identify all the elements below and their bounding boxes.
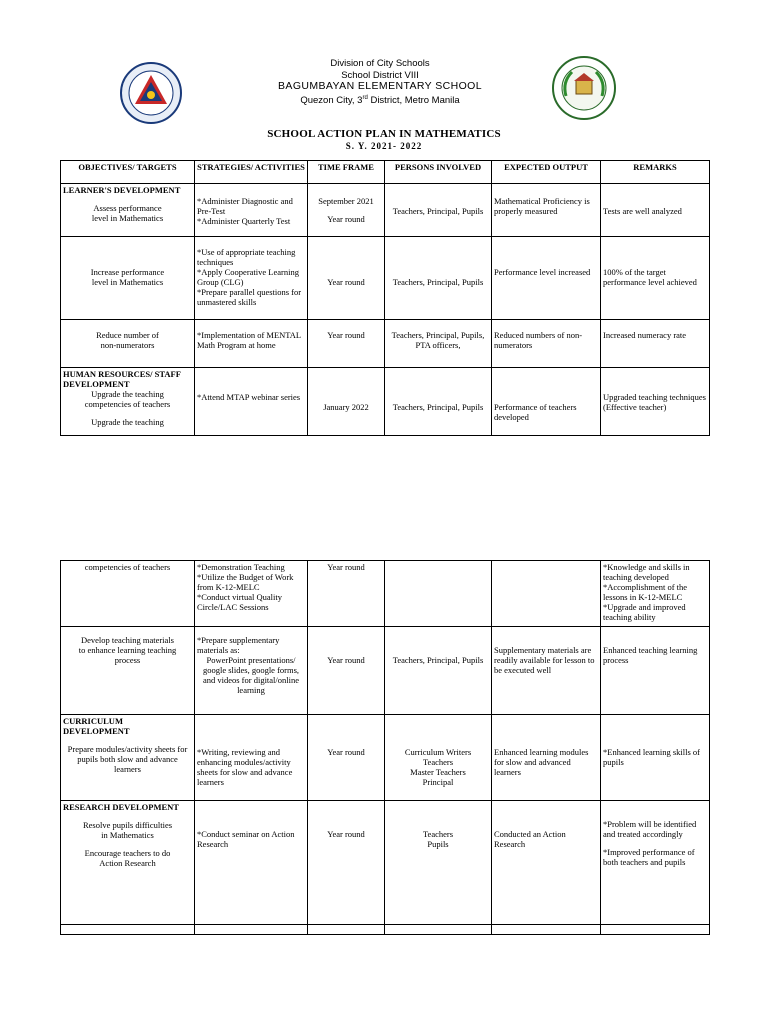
persons-text: Teachers, Principal, Pupils (385, 184, 492, 237)
output-text: Performance of teachers developed (492, 368, 601, 436)
table-row (61, 627, 710, 715)
table-row (61, 237, 710, 320)
time-frame-text: Year round (308, 801, 385, 925)
output-text: Reduced numbers of non-numerators (492, 320, 601, 368)
letterhead-school: BAGUMBAYAN ELEMENTARY SCHOOL (278, 80, 482, 92)
time-frame-text: January 2022 (308, 368, 385, 436)
remarks-text: Enhanced teaching learning process (601, 627, 710, 715)
table-row (61, 925, 710, 935)
objective-text: Upgrade the teaching (91, 417, 164, 427)
col-objectives: OBJECTIVES/ TARGETS (61, 161, 195, 184)
output-text: Conducted an Action Research (492, 801, 601, 925)
remarks-text: *Improved performance of both teachers and pupils (603, 847, 695, 867)
col-persons: PERSONS INVOLVED (385, 161, 492, 184)
section-heading: HUMAN RESOURCES/ STAFF DEVELOPMENT (63, 369, 181, 389)
output-text (492, 561, 601, 627)
section-heading: CURRICULUM DEVELOPMENT (63, 716, 130, 736)
strategy-text: *Administer Diagnostic and Pre-Test *Administer Quarterly Test (195, 184, 308, 237)
objective-text: Increase performance level in Mathematics (61, 237, 195, 320)
action-plan-table-page2 (60, 560, 710, 935)
table-row (61, 561, 710, 627)
table-row (61, 801, 710, 925)
output-text: Enhanced learning modules for slow and advanced learners (492, 715, 601, 801)
strategy-text: *Conduct seminar on Action Research (195, 801, 308, 925)
strategy-text: PowerPoint presentations/ google slides, google forms, and videos for digital/online learning (202, 655, 300, 695)
objective-text: Develop teaching materials to enhance learning teaching process (61, 627, 195, 715)
time-frame-text: Year round (308, 561, 385, 627)
letterhead (260, 58, 500, 106)
persons-text: Teachers, Principal, Pupils (385, 368, 492, 436)
table-row (61, 320, 710, 368)
persons-text: Teachers, Principal, Pupils (385, 237, 492, 320)
letterhead-location: Quezon City, 3rd District, Metro Manila (300, 94, 460, 106)
time-frame-text: Year round (308, 237, 385, 320)
remarks-text: *Enhanced learning skills of pupils (601, 715, 710, 801)
persons-text: Curriculum Writers Teachers Master Teachers Principal (385, 715, 492, 801)
objective-text: Upgrade the teaching competencies of teachers (84, 389, 171, 409)
col-expected-output: EXPECTED OUTPUT (492, 161, 601, 184)
output-text: Performance level increased (492, 237, 601, 320)
time-frame-text: Year round (327, 214, 365, 224)
strategy-text: *Implementation of MENTAL Math Program at home (195, 320, 308, 368)
section-heading: LEARNER'S DEVELOPMENT (63, 185, 181, 195)
table-header-row (61, 161, 710, 184)
remarks-text: Upgraded teaching techniques (Effective teacher) (601, 368, 710, 436)
objective-text: Resolve pupils difficulties in Mathematics (82, 820, 173, 840)
time-frame-text: Year round (308, 715, 385, 801)
objective-text: Encourage teachers to do Action Research (84, 848, 171, 868)
time-frame-text: Year round (308, 627, 385, 715)
output-text: Supplementary materials are readily available for lesson to be executed well (492, 627, 601, 715)
strategy-text: *Use of appropriate teaching techniques *Apply Cooperative Learning Group (CLG) *Prepare parallel questions for unmastered skills (195, 237, 308, 320)
time-frame-text: Year round (308, 320, 385, 368)
output-text: Mathematical Proficiency is properly measured (492, 184, 601, 237)
remarks-text: Tests are well analyzed (601, 184, 710, 237)
remarks-text: *Knowledge and skills in teaching developed *Accomplishment of the lessons in K-12-MELC *Upgrade and improved teaching ability (601, 561, 710, 627)
strategy-text: *Attend MTAP webinar series (195, 368, 308, 436)
col-strategies: STRATEGIES/ ACTIVITIES (195, 161, 308, 184)
time-frame-text: September 2021 (318, 196, 374, 206)
document-title: SCHOOL ACTION PLAN IN MATHEMATICS (267, 128, 501, 140)
persons-text: Teachers, Principal, Pupils (385, 627, 492, 715)
strategy-text: *Prepare supplementary materials as: (197, 635, 280, 655)
letterhead-division: Division of City Schools (330, 58, 430, 69)
action-plan-table-page1 (60, 160, 710, 436)
table-row (61, 184, 710, 237)
persons-text: Teachers Pupils (385, 801, 492, 925)
division-seal-logo (120, 62, 182, 124)
persons-text (385, 561, 492, 627)
objective-text: Prepare modules/activity sheets for pupils both slow and advance learners (67, 744, 188, 774)
school-seal-logo (552, 56, 616, 120)
persons-text: Teachers, Principal, Pupils, PTA officers, (385, 320, 492, 368)
remarks-text: 100% of the target performance level achieved (601, 237, 710, 320)
objective-text: Reduce number of non-numerators (61, 320, 195, 368)
col-time-frame: TIME FRAME (308, 161, 385, 184)
remarks-text: *Problem will be identified and treated accordingly (603, 819, 697, 839)
table-row (61, 715, 710, 801)
col-remarks: REMARKS (601, 161, 710, 184)
letterhead-district: School District VIII (341, 69, 419, 81)
section-heading: RESEARCH DEVELOPMENT (63, 802, 179, 812)
remarks-text: Increased numeracy rate (601, 320, 710, 368)
table-row (61, 368, 710, 436)
strategy-text: *Demonstration Teaching *Utilize the Budget of Work from K-12-MELC *Conduct virtual Quality Circle/LAC Sessions (195, 561, 308, 627)
school-year: S. Y. 2021- 2022 (345, 141, 423, 151)
strategy-text: *Writing, reviewing and enhancing modules/activity sheets for slow and advance learners (195, 715, 308, 801)
objective-text: Assess performance level in Mathematics (91, 203, 164, 223)
objective-text: competencies of teachers (61, 561, 195, 627)
